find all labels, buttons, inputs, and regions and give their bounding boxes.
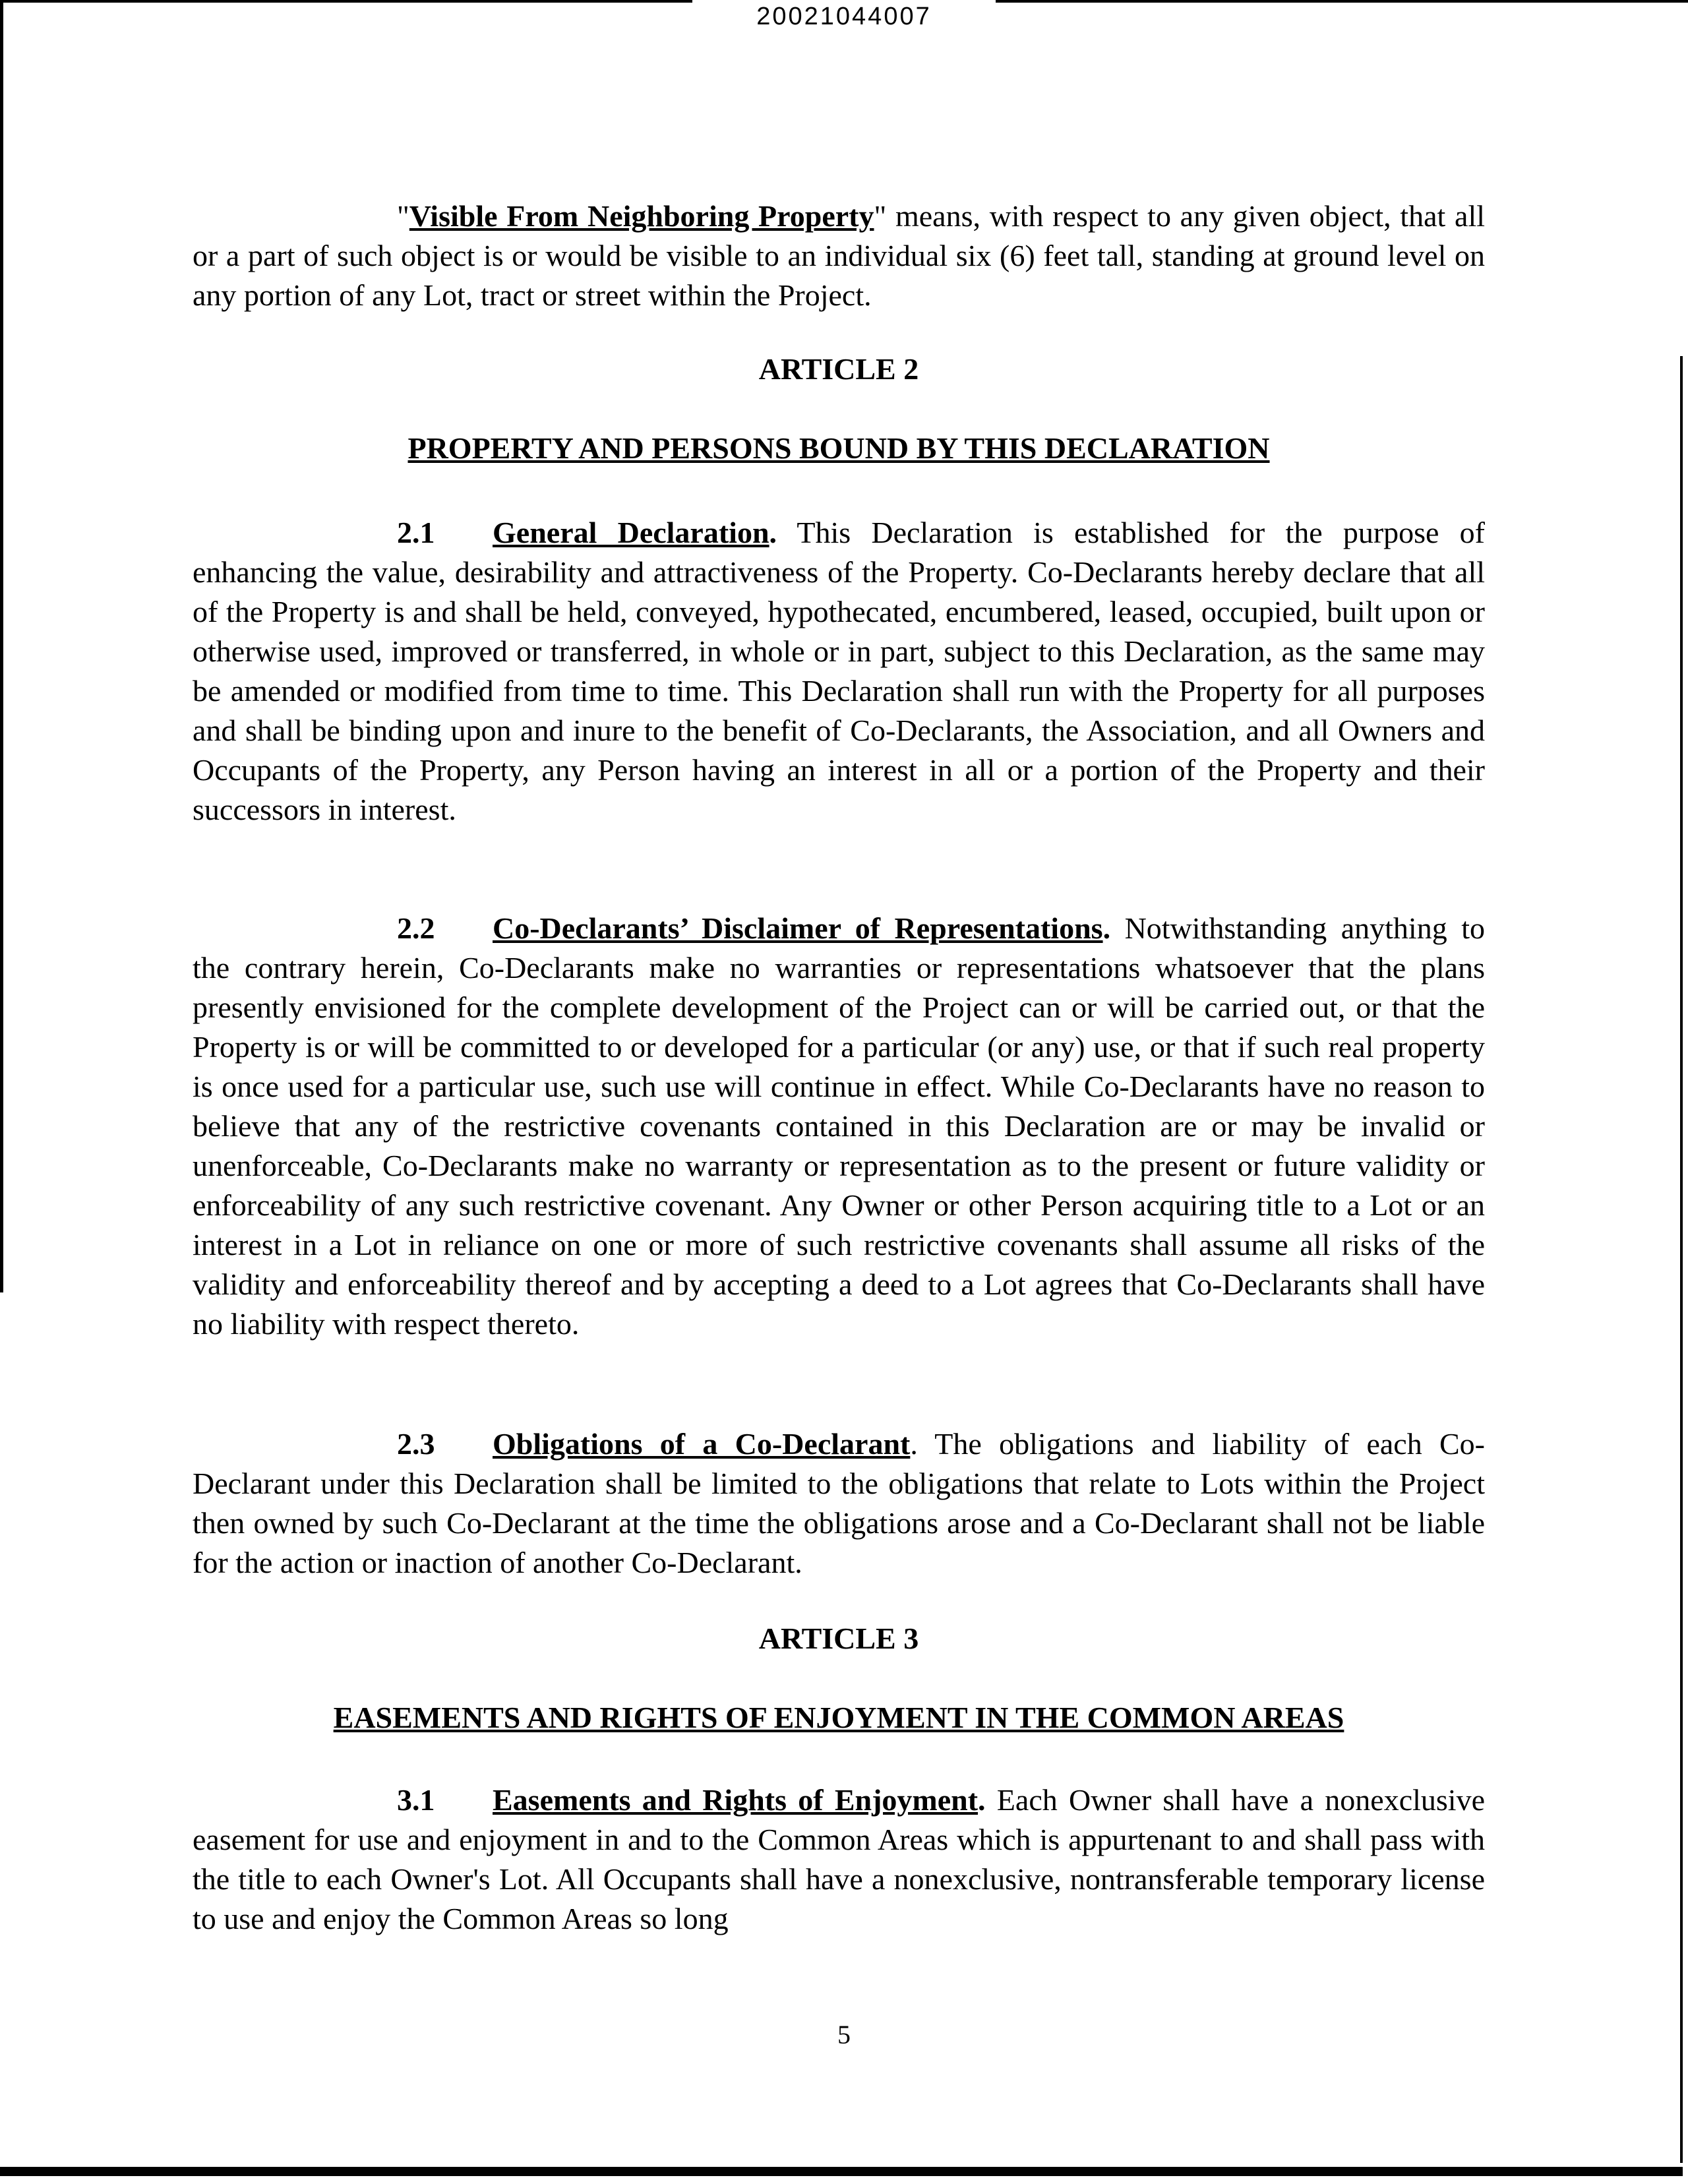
section-number: 2.2	[397, 911, 435, 945]
defined-term: Visible From Neighboring Property	[409, 199, 874, 233]
definition-text: means, with respect to any given object, that all or a part of such object is or would be visible to an individual six (6) feet tall, standing at ground level on any portion of any Lot, tract or street within the Project.	[193, 199, 1486, 312]
section-title: Obligations of a Co-Declarant	[493, 1427, 911, 1461]
article-3-label: ARTICLE 3	[758, 1622, 919, 1655]
scan-border-right	[1680, 356, 1683, 2163]
page-number: 5	[837, 2020, 851, 2049]
article-2-title: PROPERTY AND PERSONS BOUND BY THIS DECLARATION	[407, 431, 1270, 465]
article-2-title-block	[193, 429, 1485, 468]
section-title: Easements and Rights of Enjoyment	[493, 1783, 979, 1817]
document-number: 20021044007	[756, 3, 932, 30]
section-number: 2.1	[397, 516, 435, 549]
section-2-1: 2.1 General Declaration. This Declaration is established for the purpose of enhancing the value, desirability and attractiveness of the Property. Co-Declarants hereby declare that all of the Property is and shall be held, conveyed, hypothecated, encumbered, leased, occupied, built upon or otherwise used, improved or transferred, in whole or in part, subject to this Declaration, as the same may be amended or modified from time to time. This Declaration shall run with the Property for all purposes and shall be binding upon and inure to the benefit of Co-Declarants, the Association, and all Owners and Occupants of the Property, any Person having an interest in all or a portion of the Property and their successors in interest.	[193, 513, 1485, 830]
article-2-label: ARTICLE 2	[758, 352, 919, 386]
section-3-1: 3.1 Easements and Rights of Enjoyment. Each Owner shall have a nonexclusive easement for use and enjoyment in and to the Common Areas which is appurtenant to and shall pass with the title to each Owner's Lot. All Occupants shall have a nonexclusive, nontransferable temporary license to use and enjoy the Common Areas so long	[193, 1780, 1485, 1939]
section-number: 2.3	[397, 1427, 435, 1461]
definition-paragraph: "Visible From Neighboring Property" means, with respect to any given object, that all or a part of such object is or would be visible to an individual six (6) feet tall, standing at ground level on any portion of any Lot, tract or street within the Project.	[193, 199, 1486, 312]
scan-border-left	[0, 0, 3, 1292]
section-2-2: 2.2 Co-Declarants’ Disclaimer of Representations. Notwithstanding anything to the contrary herein, Co-Declarants make no warranties or representations whatsoever that the plans presently envisioned for the complete development of the Project can or will be carried out, or that the Property is or will be committed to or developed for a particular (or any) use, or that if such real property is once used for a particular use, such use will continue in effect. While Co-Declarants have no reason to believe that any of the restrictive covenants contained in this Declaration are or may be invalid or unenforceable, Co-Declarants make no warranty or representation as to the present or future validity or enforceability of any such restrictive covenant. Any Owner or other Person acquiring title to a Lot or an interest in a Lot in reliance on one or more of such restrictive covenants shall assume all risks of the validity and enforceability thereof and by accepting a deed to a Lot agrees that Co-Declarants shall have no liability with respect thereto.	[193, 909, 1485, 1344]
scan-border-bottom	[0, 2167, 1683, 2176]
article-3-title-block	[193, 1698, 1485, 1738]
section-text: Notwithstanding anything to the contrary herein, Co-Declarants make no warranties or representations whatsoever that the plans presently envisioned for the complete development of the Project can or will be carried out, or that the Property is or will be committed to or developed for a particular (or any) use, or that if such real property is once used for a particular use, such use will continue in effect. While Co-Declarants have no reason to believe that any of the restrictive covenants contained in this Declaration are or may be invalid or unenforceable, Co-Declarants make no warranty or representation as to the present or future validity or enforceability of any such restrictive covenant. Any Owner or other Person acquiring title to a Lot or an interest in a Lot in reliance on one or more of such restrictive covenants shall assume all risks of the validity and enforceability thereof and by accepting a deed to a Lot agrees that Co-Declarants shall have no liability with respect thereto.	[193, 911, 1485, 1341]
section-title: General Declaration	[493, 516, 769, 549]
section-text: The obligations and liability of each Co-Declarant under this Declaration shall be limited to the obligations that relate to Lots within the Project then owned by such Co-Declarant at the time the obligations arose and a Co-Declarant shall not be liable for the action or inaction of another Co-Declarant.	[193, 1427, 1486, 1579]
section-text: This Declaration is established for the purpose of enhancing the value, desirability and attractiveness of the Property. Co-Declarants hereby declare that all of the Property is and shall be held, conveyed, hypothecated, encumbered, leased, occupied, built upon or otherwise used, improved or transferred, in whole or in part, subject to this Declaration, as the same may be amended or modified from time to time. This Declaration shall run with the Property for all purposes and shall be binding upon and inure to the benefit of Co-Declarants, the Association, and all Owners and Occupants of the Property, any Person having an interest in all or a portion of the Property and their successors in interest.	[193, 516, 1485, 826]
section-title: Co-Declarants’ Disclaimer of Representations	[493, 911, 1103, 945]
section-number: 3.1	[397, 1783, 435, 1817]
article-3-label-block	[193, 1619, 1485, 1658]
section-2-3: 2.3 Obligations of a Co-Declarant. The obligations and liability of each Co-Declarant under this Declaration shall be limited to the obligations that relate to Lots within the Project then owned by such Co-Declarant at the time the obligations arose and a Co-Declarant shall not be liable for the action or inaction of another Co-Declarant.	[193, 1424, 1485, 1583]
section-text: Each Owner shall have a nonexclusive easement for use and enjoyment in and to the Common Areas which is appurtenant to and shall pass with the title to each Owner's Lot. All Occupants shall have a nonexclusive, nontransferable temporary license to use and enjoy the Common Areas so long	[193, 1783, 1485, 1935]
article-3-title: EASEMENTS AND RIGHTS OF ENJOYMENT IN THE COMMON AREAS	[333, 1701, 1344, 1734]
article-2-label-block	[193, 349, 1485, 389]
